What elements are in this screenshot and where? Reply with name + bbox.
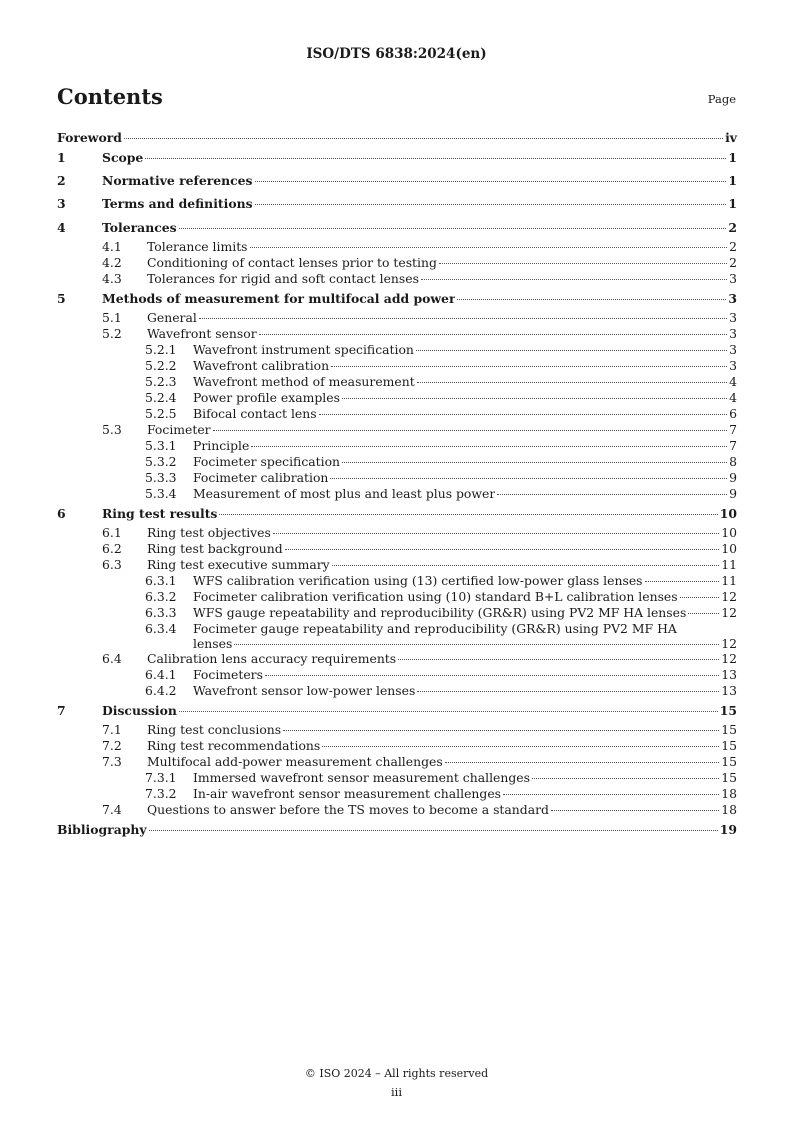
toc-entry-title: Multifocal add-power measurement challenges	[147, 754, 443, 770]
toc-entry[interactable]	[57, 239, 737, 255]
toc-entry-page: 15	[721, 770, 737, 786]
toc-entry-title: Focimeter	[147, 421, 211, 437]
toc-entry-title: Conditioning of contact lenses prior to testing	[147, 254, 437, 270]
toc-entry-number: 1	[57, 150, 66, 165]
toc-entry-page: 15	[721, 754, 737, 770]
toc-entry[interactable]	[57, 454, 737, 470]
dot-leader	[219, 514, 717, 515]
toc-entry-number: 5	[57, 290, 66, 306]
toc-entry-page: 10	[719, 505, 737, 521]
dot-leader	[398, 659, 719, 660]
toc-entry-number: 5.1	[102, 309, 122, 325]
dot-leader	[265, 675, 719, 676]
toc-entry-title: Wavefront method of measurement	[193, 373, 415, 389]
toc-entry[interactable]	[57, 786, 737, 802]
dot-leader	[417, 382, 727, 383]
dot-leader	[332, 565, 720, 566]
toc-entry[interactable]	[57, 722, 737, 738]
toc-entry[interactable]	[57, 541, 737, 557]
toc-entry[interactable]	[57, 169, 737, 192]
toc-entry-title: Calibration lens accuracy requirements	[147, 651, 397, 667]
toc-entry[interactable]	[57, 146, 737, 169]
toc-entry-number: 7	[57, 703, 66, 719]
toc-entry-title: Ring test results	[102, 505, 218, 521]
toc-entry-title: Methods of measurement for multifocal add power	[102, 290, 456, 306]
toc-entry-title: Wavefront instrument specification	[193, 341, 414, 357]
copyright-footer: © ISO 2024 – All rights reserved	[304, 1067, 489, 1080]
toc-entry-number: 6.4.2	[145, 683, 177, 699]
toc-entry-title: Focimeter gauge repeatability and reproducibility (GR&R) using PV2 MF HA	[193, 621, 677, 637]
dot-leader	[255, 204, 727, 205]
toc-entry-page: 4	[729, 373, 737, 389]
toc-entry-page: 15	[719, 703, 737, 719]
table-of-contents	[57, 129, 737, 842]
toc-entry-number: 7.2	[102, 738, 122, 754]
toc-entry-title: Normative references	[102, 173, 253, 189]
toc-entry-page: 11	[721, 573, 737, 589]
toc-entry[interactable]	[57, 738, 737, 754]
toc-entry-page: 1	[728, 150, 737, 165]
toc-entry-number: 6.1	[102, 525, 122, 541]
dot-leader	[342, 462, 727, 463]
dot-leader	[503, 794, 719, 795]
toc-entry-page: 8	[729, 453, 737, 469]
toc-entry-page: 9	[729, 469, 737, 485]
toc-entry-page: 12	[721, 605, 737, 621]
toc-entry-number: 6.3.2	[145, 589, 177, 605]
toc-entry-title: Tolerance limits	[147, 238, 248, 254]
toc-entry-title: General	[147, 309, 197, 325]
toc-entry-number: 5.2.5	[145, 405, 177, 421]
toc-entry-title: Wavefront sensor low-power lenses	[193, 683, 416, 699]
toc-entry-page: 10	[721, 525, 737, 541]
toc-entry-page: 3	[729, 309, 737, 325]
toc-entry[interactable]	[57, 374, 737, 390]
dot-leader	[251, 446, 727, 447]
dot-leader	[342, 398, 727, 399]
dot-leader	[283, 730, 719, 731]
toc-entry-number: 6.4	[102, 651, 122, 667]
toc-entry[interactable]	[57, 770, 737, 786]
toc-entry-title: In-air wavefront sensor measurement challenges	[193, 786, 502, 802]
page-column-label: Page	[707, 92, 736, 106]
toc-entry-number: 5.3.1	[145, 437, 177, 453]
toc-entry-title: Tolerances for rigid and soft contact lenses	[147, 270, 419, 286]
document-id-header: ISO/DTS 6838:2024(en)	[306, 46, 487, 62]
toc-entry[interactable]	[57, 651, 737, 667]
toc-entry-number: 5.2.4	[145, 389, 177, 405]
toc-entry-title: Ring test recommendations	[147, 738, 321, 754]
toc-entry-page: 3	[729, 325, 737, 341]
toc-entry-page: 2	[728, 219, 737, 235]
toc-entry-page: 3	[729, 270, 737, 286]
toc-entry[interactable]	[57, 589, 737, 605]
toc-entry-page: 13	[721, 683, 737, 699]
toc-entry[interactable]	[57, 699, 737, 722]
dot-leader	[417, 691, 719, 692]
toc-entry[interactable]	[57, 287, 737, 310]
toc-entry-number: 7.3.1	[145, 770, 177, 786]
toc-entry-page: 18	[721, 786, 737, 802]
toc-entry-page: 2	[729, 238, 737, 254]
dot-leader	[551, 810, 719, 811]
toc-entry-page: 10	[721, 541, 737, 557]
toc-entry-title: Immersed wavefront sensor measurement challenges	[193, 770, 530, 786]
toc-entry-number: 6.2	[102, 541, 122, 557]
toc-entry-title: Focimeters	[193, 667, 263, 683]
toc-entry-title: Questions to answer before the TS moves to become a standard	[147, 802, 549, 818]
toc-entry[interactable]	[57, 573, 737, 589]
dot-leader	[213, 430, 728, 431]
toc-entry[interactable]	[57, 326, 737, 342]
toc-entry-page: 3	[729, 341, 737, 357]
toc-entry-title: Terms and definitions	[102, 196, 253, 212]
toc-entry[interactable]	[57, 605, 737, 621]
dot-leader	[273, 533, 719, 534]
toc-entry-page: 15	[721, 738, 737, 754]
toc-entry-number: 5.2.1	[145, 341, 177, 357]
toc-entry[interactable]	[57, 683, 737, 699]
toc-entry[interactable]	[57, 754, 737, 770]
toc-entry-title: Ring test background	[147, 541, 283, 557]
toc-entry-page: 12	[721, 589, 737, 605]
contents-title: Contents	[57, 84, 163, 109]
toc-entry[interactable]	[57, 310, 737, 326]
toc-entry-page: 2	[729, 254, 737, 270]
toc-entry[interactable]	[57, 818, 737, 841]
dot-leader	[285, 549, 720, 550]
toc-entry[interactable]	[57, 342, 737, 358]
dot-leader	[179, 711, 718, 712]
dot-leader	[330, 478, 727, 479]
toc-entry-page: 3	[728, 290, 737, 306]
toc-entry-number: 5.3.3	[145, 469, 177, 485]
toc-entry-page: 7	[729, 437, 737, 453]
dot-leader	[421, 279, 727, 280]
toc-entry[interactable]	[57, 255, 737, 271]
toc-entry-title: Focimeter calibration verification using (10) standard B+L calibration lenses	[193, 589, 678, 605]
toc-entry-number: 4.2	[102, 254, 122, 270]
dot-leader	[532, 778, 719, 779]
dot-leader	[322, 746, 719, 747]
toc-entry-number: 6.4.1	[145, 667, 177, 683]
toc-entry-number: 4.1	[102, 238, 122, 254]
toc-entry-title: Wavefront calibration	[193, 357, 330, 373]
toc-entry-number: 3	[57, 196, 66, 212]
dot-leader	[145, 158, 726, 159]
toc-entry-title: Discussion	[102, 703, 177, 719]
dot-leader	[680, 597, 720, 598]
toc-entry-number: 5.3	[102, 421, 122, 437]
toc-entry[interactable]	[57, 502, 737, 525]
toc-entry[interactable]	[57, 470, 737, 486]
toc-entry-number: 6.3	[102, 557, 122, 573]
toc-entry-title-continued: lenses	[193, 636, 233, 652]
toc-entry-title: Ring test executive summary	[147, 557, 330, 573]
toc-entry-page: 19	[719, 822, 737, 838]
toc-entry[interactable]	[57, 422, 737, 438]
dot-leader	[179, 228, 727, 229]
toc-entry-page: 1	[728, 173, 737, 189]
toc-entry[interactable]	[57, 802, 737, 818]
toc-entry-title: Scope	[102, 150, 144, 165]
toc-entry-page: 12	[721, 636, 737, 652]
dot-leader	[331, 366, 727, 367]
toc-entry-number: 6	[57, 505, 66, 521]
toc-entry-title: Ring test conclusions	[147, 722, 282, 738]
toc-entry-title: Ring test objectives	[147, 525, 271, 541]
toc-entry-page: 12	[721, 651, 737, 667]
toc-entry[interactable]	[57, 438, 737, 454]
toc-entry-number: 6.3.1	[145, 573, 177, 589]
dot-leader	[124, 138, 723, 139]
dot-leader	[199, 318, 727, 319]
toc-entry-title: WFS calibration verification using (13) certified low-power glass lenses	[193, 573, 643, 589]
toc-entry-number: 7.1	[102, 722, 122, 738]
toc-entry-number: 5.2	[102, 325, 122, 341]
toc-entry-title: WFS gauge repeatability and reproducibility (GR&R) using PV2 MF HA lenses	[193, 605, 687, 621]
toc-entry-number: 7.3	[102, 754, 122, 770]
toc-entry[interactable]	[57, 406, 737, 422]
toc-entry[interactable]	[57, 192, 737, 215]
dot-leader	[457, 299, 726, 300]
toc-entry-number: 5.2.3	[145, 373, 177, 389]
toc-entry[interactable]	[57, 667, 737, 683]
dot-leader	[259, 334, 727, 335]
toc-entry-page: 3	[729, 357, 737, 373]
dot-leader	[255, 181, 727, 182]
dot-leader	[445, 762, 720, 763]
toc-entry-number: 7.3.2	[145, 786, 177, 802]
toc-entry-number: 2	[57, 173, 66, 189]
toc-entry-title: Tolerances	[102, 219, 177, 235]
toc-entry[interactable]	[57, 216, 737, 239]
toc-entry[interactable]	[57, 525, 737, 541]
toc-entry-number: 4	[57, 219, 66, 235]
toc-entry-number: 7.4	[102, 802, 122, 818]
toc-entry-number: 5.3.4	[145, 485, 177, 501]
toc-entry-title: Power profile examples	[193, 389, 340, 405]
dot-leader	[688, 613, 719, 614]
toc-entry-page: 6	[729, 405, 737, 421]
toc-entry[interactable]	[57, 621, 737, 651]
dot-leader	[234, 644, 719, 645]
toc-entry-page: 7	[729, 421, 737, 437]
dot-leader	[645, 581, 720, 582]
dot-leader	[250, 247, 728, 248]
toc-entry-title: Measurement of most plus and least plus power	[193, 485, 496, 501]
toc-entry-page: 11	[721, 557, 737, 573]
toc-entry-number: 5.3.2	[145, 453, 177, 469]
toc-entry[interactable]	[57, 358, 737, 374]
toc-entry-number: 4.3	[102, 270, 122, 286]
toc-entry-title: Focimeter calibration	[193, 469, 329, 485]
toc-entry-title: Foreword	[57, 130, 122, 145]
toc-entry-page: 4	[729, 389, 737, 405]
toc-entry-title: Bibliography	[57, 822, 147, 838]
toc-entry[interactable]	[57, 557, 737, 573]
toc-entry[interactable]	[57, 271, 737, 287]
toc-entry-page: 9	[729, 485, 737, 501]
toc-entry-page: 15	[721, 722, 737, 738]
page-number: iii	[390, 1085, 403, 1099]
toc-entry[interactable]	[57, 129, 737, 146]
toc-entry-number: 6.3.3	[145, 605, 177, 621]
dot-leader	[416, 350, 727, 351]
toc-entry-page: 13	[721, 667, 737, 683]
toc-entry[interactable]	[57, 390, 737, 406]
toc-entry-page: 1	[728, 196, 737, 212]
toc-entry-number: 6.3.4	[145, 621, 177, 637]
toc-entry-page: iv	[725, 130, 737, 145]
dot-leader	[439, 263, 727, 264]
toc-entry-title: Focimeter specification	[193, 453, 341, 469]
toc-entry-title: Bifocal contact lens	[193, 405, 317, 421]
toc-entry[interactable]	[57, 486, 737, 502]
dot-leader	[319, 414, 728, 415]
dot-leader	[497, 494, 727, 495]
dot-leader	[149, 830, 718, 831]
toc-entry-title: Principle	[193, 437, 250, 453]
toc-entry-number: 5.2.2	[145, 357, 177, 373]
toc-entry-title: Wavefront sensor	[147, 325, 257, 341]
toc-entry-page: 18	[721, 802, 737, 818]
